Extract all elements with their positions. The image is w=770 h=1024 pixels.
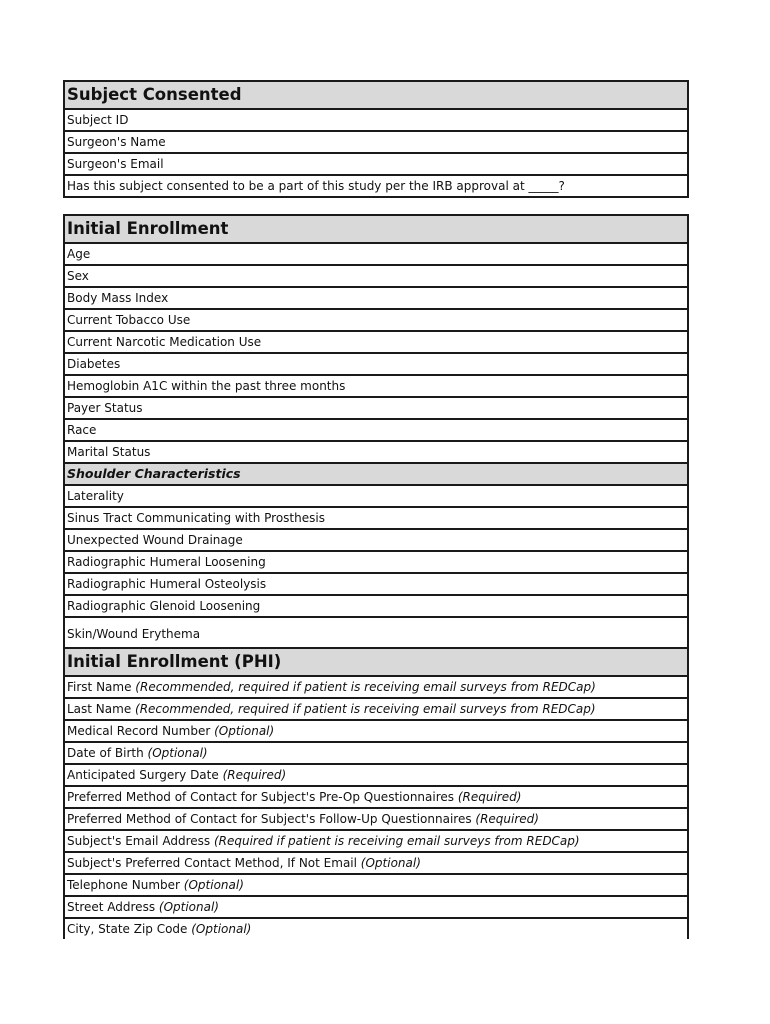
field-row-preferred-contact [65, 853, 687, 875]
field-note: (Optional) [147, 746, 208, 760]
section-header-initial-enrollment: Initial Enrollment [65, 216, 687, 244]
field-label: Anticipated Surgery Date [67, 768, 223, 782]
field-row-subject-id: Subject ID [65, 110, 687, 132]
field-row-wound-drainage: Unexpected Wound Drainage [65, 530, 687, 552]
field-note: (Optional) [191, 922, 252, 936]
field-row-humeral-osteolysis: Radiographic Humeral Osteolysis [65, 574, 687, 596]
field-row-sinus-tract: Sinus Tract Communicating with Prosthesis [65, 508, 687, 530]
field-row-email [65, 831, 687, 853]
field-label: Preferred Method of Contact for Subject's Follow-Up Questionnaires [67, 812, 476, 826]
field-row-bmi: Body Mass Index [65, 288, 687, 310]
field-row-age: Age [65, 244, 687, 266]
field-row-surgeon-name: Surgeon's Name [65, 132, 687, 154]
field-row-erythema: Skin/Wound Erythema [65, 618, 687, 649]
field-row-payer: Payer Status [65, 398, 687, 420]
field-row-narcotic: Current Narcotic Medication Use [65, 332, 687, 354]
field-note: (Optional) [158, 900, 219, 914]
field-row-preop-contact [65, 787, 687, 809]
field-row-marital: Marital Status [65, 442, 687, 464]
field-label: Street Address [67, 900, 159, 914]
field-label: First Name [67, 680, 136, 694]
field-row-mrn [65, 721, 687, 743]
field-row-glenoid-loosening: Radiographic Glenoid Loosening [65, 596, 687, 618]
field-note: (Optional) [360, 856, 421, 870]
field-row-dob [65, 743, 687, 765]
field-row-surgeon-email: Surgeon's Email [65, 154, 687, 176]
field-row-diabetes: Diabetes [65, 354, 687, 376]
field-row-consent-question: Has this subject consented to be a part of this study per the IRB approval at _____? [65, 176, 687, 198]
field-label: Preferred Method of Contact for Subject's Pre-Op Questionnaires [67, 790, 458, 804]
field-note: (Required if patient is receiving email surveys from REDCap) [213, 834, 580, 848]
field-label: Subject's Email Address [67, 834, 214, 848]
field-note: (Recommended, required if patient is receiving email surveys from REDCap) [135, 680, 596, 694]
field-row-a1c: Hemoglobin A1C within the past three months [65, 376, 687, 398]
field-row-humeral-loosening: Radiographic Humeral Loosening [65, 552, 687, 574]
field-label: Date of Birth [67, 746, 148, 760]
field-row-followup-contact [65, 809, 687, 831]
field-row-city-state-zip [65, 919, 687, 939]
section-header-subject-consented: Subject Consented [65, 82, 687, 110]
section-header-initial-enrollment-phi: Initial Enrollment (PHI) [65, 649, 687, 677]
initial-enrollment-table [63, 214, 689, 939]
field-row-surgery-date [65, 765, 687, 787]
field-row-sex: Sex [65, 266, 687, 288]
field-note: (Required) [457, 790, 522, 804]
section-header-shoulder-characteristics: Shoulder Characteristics [65, 464, 687, 486]
field-note: (Recommended, required if patient is receiving email surveys from REDCap) [135, 702, 596, 716]
field-row-first-name [65, 677, 687, 699]
field-note: (Optional) [183, 878, 244, 892]
subject-consented-table [63, 80, 689, 198]
field-row-street [65, 897, 687, 919]
field-row-last-name [65, 699, 687, 721]
field-note: (Optional) [214, 724, 275, 738]
field-label: Subject's Preferred Contact Method, If Not Email [67, 856, 361, 870]
field-note: (Required) [222, 768, 287, 782]
field-row-laterality: Laterality [65, 486, 687, 508]
field-note: (Required) [475, 812, 539, 826]
field-label: Last Name [67, 702, 136, 716]
field-label: City, State Zip Code [67, 922, 192, 936]
field-row-race: Race [65, 420, 687, 442]
field-label: Medical Record Number [67, 724, 215, 738]
field-row-tobacco: Current Tobacco Use [65, 310, 687, 332]
field-row-telephone [65, 875, 687, 897]
field-label: Telephone Number [67, 878, 184, 892]
